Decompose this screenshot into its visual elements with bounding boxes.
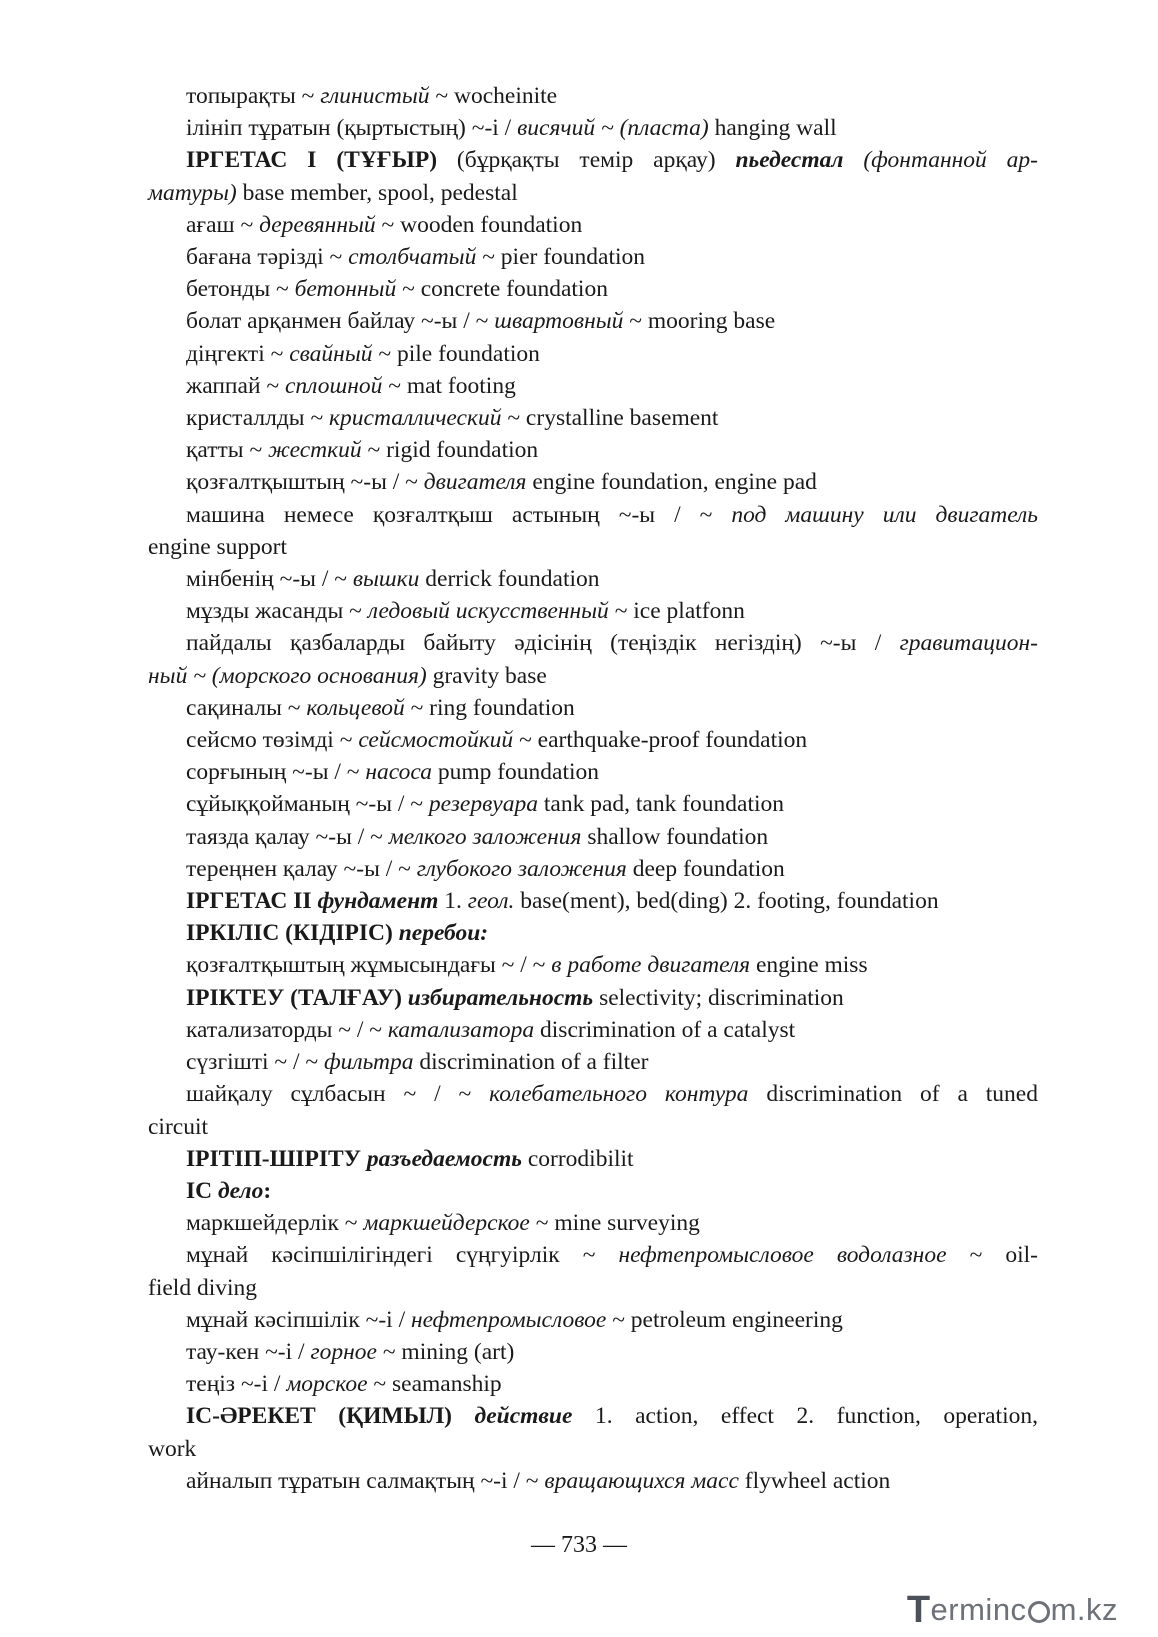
logo-text-2: m.kz [1050, 1592, 1118, 1627]
headword: ІС [186, 1177, 213, 1204]
russian-term: деревянный [259, 211, 376, 238]
headword: ІРІТІП-ШІРІТУ [186, 1145, 361, 1172]
entry-line: сүзгішті ~ / ~ фильтра discrimination of a filter [186, 1049, 649, 1076]
entry-line: топырақты ~ глинистый ~ wocheinite [186, 83, 558, 109]
russian-headword: действие [474, 1403, 573, 1430]
russian-term: катализатора [387, 1016, 535, 1043]
russian-headword: пьедестал [735, 147, 844, 174]
russian-term: вращающихся масс [544, 1467, 739, 1494]
dictionary-entries [148, 80, 1038, 1497]
entry-line: мінбенің ~-ы / ~ вышки derrick foundation [186, 566, 600, 593]
entry-line: ІРГЕТАС І (ТҰҒЫР) (бұрқақты темір арқау) пьедестал (фонтанной ар- [186, 147, 1038, 174]
entry-line: ІРІКТЕУ (ТАЛҒАУ) избирательность selectivity; discrimination [186, 984, 844, 1011]
page-number: — 733 — [531, 1532, 627, 1558]
entry-line: шайқалу сұлбасын ~ / ~ колебательного контура discrimination of a tuned [186, 1081, 1038, 1108]
headword: ІРГЕТАС ІІ [186, 888, 312, 915]
logo-o-icon [1028, 1601, 1050, 1623]
russian-headword: фундамент [317, 888, 439, 915]
entry-line: таязда қалау ~-ы / ~ мелкого заложения shallow foundation [186, 823, 769, 850]
russian-term: мелкого заложения [388, 823, 582, 850]
russian-term: глубокого заложения [416, 855, 627, 882]
russian-term: колебательного контура [489, 1081, 749, 1108]
entry-line: мұзды жасанды ~ ледовый искусственный ~ ice platfonn [186, 598, 745, 625]
entry-line: бағана тәрізді ~ столбчатый ~ pier foundation [186, 244, 646, 271]
entry-line: мұнай кәсіпшілік ~-і / нефтепромысловое ~ petroleum engineering [186, 1306, 843, 1333]
entry-line: қозғалтқыштың ~-ы / ~ двигателя engine foundation, engine pad [186, 469, 817, 496]
logo-letter-t: T [906, 1588, 931, 1631]
entry-line: ағаш ~ деревянный ~ wooden foundation [186, 211, 583, 238]
entry-line: діңгекті ~ свайный ~ pile foundation [186, 340, 540, 367]
russian-term: геол. [467, 888, 515, 915]
entry-line: ный ~ (морского основания) gravity base [148, 662, 547, 689]
russian-term: морское [286, 1371, 368, 1398]
russian-term: в работе двигателя [551, 952, 751, 979]
entry-line: кристаллды ~ кристаллический ~ crystalline basement [186, 405, 719, 432]
entry-line: теңіз ~-і / морское ~ seamanship [186, 1371, 502, 1398]
russian-term: маркшейдерское [363, 1210, 530, 1237]
russian-term: нефтепромысловое водолазное [618, 1242, 947, 1269]
headword: ІС-ӘРЕКЕТ (ҚИМЫЛ) [186, 1403, 452, 1430]
russian-term: двигателя [423, 469, 527, 496]
russian-term: нефтепромысловое [410, 1306, 607, 1333]
entry-line: тау-кен ~-і / горное ~ mining (art) [186, 1338, 515, 1365]
entry-line [148, 1175, 1038, 1207]
russian-headword: дело [218, 1177, 264, 1204]
russian-term: бетонный [294, 276, 397, 303]
russian-term: ный ~ (морского основания) [148, 662, 427, 689]
entry-line: катализаторды ~ / ~ катализатора discrimination of a catalyst [186, 1016, 796, 1043]
russian-term: гравитацион- [899, 630, 1038, 657]
entry-line: пайдалы қазбаларды байыту әдісінің (теңіздік негіздің) ~-ы / гравитацион- [186, 630, 1038, 657]
entry-line [148, 917, 1038, 949]
russian-term: кольцевой [306, 694, 405, 721]
entry-line: жаппай ~ сплошной ~ mat footing [186, 372, 516, 399]
russian-term: сейсмостойкий [358, 727, 514, 754]
russian-term: фильтра [323, 1049, 414, 1076]
russian-term: швартовный [494, 308, 624, 335]
entry-line: сорғының ~-ы / ~ насоса pump foundation [186, 759, 600, 786]
entry-line: ІРГЕТАС ІІ фундамент 1. геол. base(ment), bed(ding) 2. footing, foundation [186, 888, 939, 915]
russian-term: жесткий [268, 437, 362, 464]
entry-line: қатты ~ жесткий ~ rigid foundation [186, 437, 539, 464]
headword: ІРІКТЕУ (ТАЛҒАУ) [186, 984, 402, 1011]
entry-line: болат арқанмен байлау ~-ы / ~ швартовный ~ mooring base [186, 308, 776, 335]
entry-line: матуры) base member, spool, pedestal [148, 179, 518, 206]
russian-headword: разъедаемость [366, 1145, 522, 1172]
russian-headword: избирательность [407, 984, 594, 1011]
headword: ІРГЕТАС І (ТҰҒЫР) [186, 147, 438, 174]
entry-line: қозғалтқыштың жұмысындағы ~ / ~ в работе двигателя engine miss [186, 952, 868, 979]
russian-term: свайный [289, 340, 373, 367]
logo-text-1: erminc [930, 1592, 1027, 1627]
terminkom-logo[interactable] [907, 1590, 1118, 1630]
entry-line: тереңнен қалау ~-ы / ~ глубокого заложения deep foundation [186, 855, 785, 882]
entry-line: айналып тұратын салмақтың ~-і / ~ вращающихся масс flywheel action [186, 1467, 891, 1494]
headword: : [263, 1177, 272, 1204]
russian-headword: перебои: [398, 920, 489, 947]
headword: ІРКІЛІС (КІДІРІС) [186, 920, 393, 947]
russian-term: глинистый [320, 83, 430, 109]
entry-line: сақиналы ~ кольцевой ~ ring foundation [186, 694, 575, 721]
russian-term: столбчатый [348, 244, 477, 271]
entry-line: маркшейдерлік ~ маркшейдерское ~ mine surveying [186, 1210, 700, 1237]
russian-term: сплошной [284, 372, 383, 399]
entry-line: engine support [148, 533, 288, 560]
russian-term: висячий ~ (пласта) [517, 115, 709, 142]
russian-term: горное [310, 1338, 377, 1365]
entry-line: сұйыққойманың ~-ы / ~ резервуара tank pad, tank foundation [186, 791, 785, 818]
entry-line: сейсмо төзімді ~ сейсмостойкий ~ earthquake-proof foundation [186, 727, 808, 754]
entry-line: ІРІТІП-ШІРІТУ разъедаемость corrodibilit [186, 1145, 634, 1172]
russian-term: кристаллический [329, 405, 502, 432]
entry-line: work [148, 1435, 197, 1462]
russian-term: ледовый искусственный [367, 598, 609, 625]
entry-line: ілініп тұратын (қыртыстың) ~-і / висячий ~ (пласта) hanging wall [186, 115, 837, 142]
russian-term: резервуара [428, 791, 538, 818]
entry-line: field diving [148, 1274, 257, 1301]
entry-line: ІС-ӘРЕКЕТ (ҚИМЫЛ) действие 1. action, effect 2. function, operation, [186, 1403, 1038, 1430]
entry-line: circuit [148, 1113, 209, 1140]
russian-term: под машину или двигатель [731, 501, 1038, 528]
russian-term: (фонтанной ар- [863, 147, 1038, 174]
russian-term: вышки [352, 566, 420, 593]
entry-line: машина немесе қозғалтқыш астының ~-ы / ~ под машину или двигатель [186, 501, 1038, 528]
russian-term: матуры) [148, 179, 237, 206]
entry-line: мұнай кәсіпшілігіндегі сүңгуірлік ~ нефтепромысловое водолазное ~ oil- [186, 1242, 1038, 1269]
entry-line: бетонды ~ бетонный ~ concrete foundation [186, 276, 608, 303]
russian-term: насоса [365, 759, 432, 786]
